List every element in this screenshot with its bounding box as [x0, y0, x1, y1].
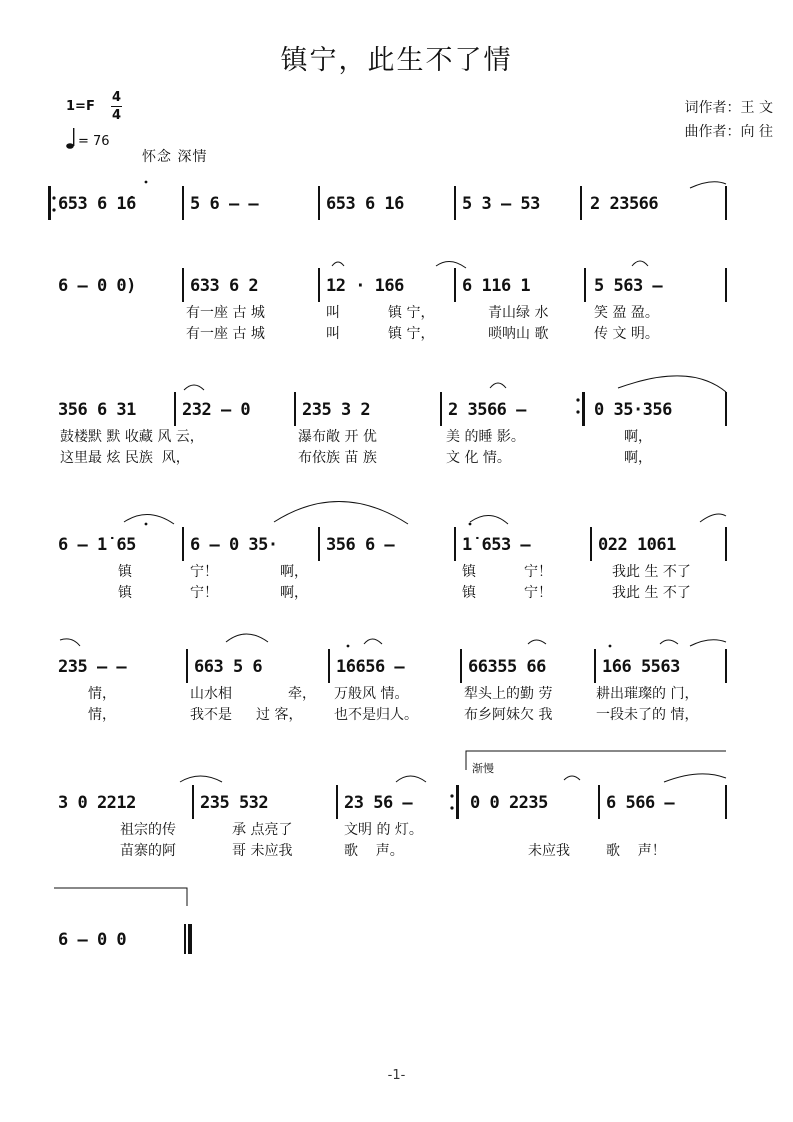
lyric-line-2: 布乡阿妹欠 我 — [464, 707, 553, 723]
lyric-line-1: 万般风 情。 — [334, 686, 409, 702]
lyric-line-1: 啊， — [280, 564, 308, 580]
measure-3-3: 235 3 2 — [302, 400, 371, 420]
tempo-marking: = 76 — [78, 134, 110, 149]
song-title: 镇宁，此生不了情 — [280, 45, 513, 76]
lyric-line-1: 宁！ — [190, 564, 218, 580]
lyric-line-2: 啊， — [624, 450, 652, 466]
lyric-line-1: 宁！ — [524, 564, 552, 580]
lyric-line-2: 歌 声。 — [344, 843, 404, 859]
lyric-line-2: 传 文 明。 — [594, 326, 659, 342]
measure-5-1: 235 – – — [58, 657, 127, 677]
lyric-line-1: 镇 宁， — [388, 305, 435, 321]
measure-3-4: 2 3566 – — [448, 400, 526, 420]
measure-4-4: 1̇ 653 – — [462, 535, 531, 555]
measure-6-1: 3 0 2212 — [58, 793, 136, 813]
lyric-line-2: 叫 — [326, 326, 340, 342]
measure-5-3: 1̇6656 – — [336, 657, 405, 677]
lyric-line-1: 叫 — [326, 305, 340, 321]
lyric-line-2: 哥 未应我 — [232, 843, 293, 859]
lyric-line-1: 笑 盈 盈。 — [594, 305, 659, 321]
lyric-line-1: 承 点亮了 — [232, 822, 293, 838]
lyric-line-2: 我不是 — [190, 707, 232, 723]
measure-6-4: 0 0 2235 — [470, 793, 548, 813]
lyric-line-1: 青山绿 水 — [488, 305, 549, 321]
lyric-line-2: 镇 — [118, 585, 132, 601]
lyric-line-2: 情， — [88, 707, 116, 723]
expression-marking: 怀念 深情 — [142, 149, 208, 165]
lyric-line-2: 未应我 — [528, 843, 570, 859]
lyric-line-1: 镇 — [462, 564, 476, 580]
measure-4-2: 6 – 0 35· — [190, 535, 278, 555]
lyric-line-2: 也不是归人。 — [334, 707, 418, 723]
measure-2-2: 633 6 2 — [190, 276, 259, 296]
page-number: -1- — [387, 1068, 406, 1083]
measure-4-1: 6 – 1̇ 65 — [58, 535, 136, 555]
lyric-line-2: 宁！ — [524, 585, 552, 601]
measure-5-2: 663 5 6 — [194, 657, 263, 677]
lyric-line-1: 鼓楼默 默 收藏 风 云， — [60, 429, 204, 445]
measure-3-5: 0 35·356 — [594, 400, 672, 420]
measure-3-1: 356 6 31 — [58, 400, 136, 420]
lyric-line-2: 宁！ — [190, 585, 218, 601]
lyric-line-2: 唢呐山 歌 — [488, 326, 549, 342]
lyric-line-1: 镇 — [118, 564, 132, 580]
lyric-line-2: 布依族 苗 族 — [298, 450, 377, 466]
measure-1-1: 653 6 1̇6 — [58, 194, 136, 214]
lyric-line-1: 犁头上的勤 劳 — [464, 686, 553, 702]
measure-2-5: 5 563 – — [594, 276, 663, 296]
measure-2-1: 6 – 0 0) — [58, 276, 136, 296]
time-signature-numerator: 4 — [112, 90, 122, 105]
lyric-line-2: 过 客， — [256, 707, 303, 723]
measure-3-2: 232 – 0 — [182, 400, 251, 420]
lyric-line-2: 镇 宁， — [388, 326, 435, 342]
measure-4-3: 356 6 – — [326, 535, 395, 555]
lyric-line-1: 牵， — [288, 686, 316, 702]
key-signature: 1=F — [66, 99, 95, 114]
lyric-line-2: 一段未了的 情， — [596, 707, 699, 723]
lyricist-credit: 词作者：王 文 — [684, 100, 773, 116]
lyric-line-1: 有一座 古 城 — [186, 305, 265, 321]
ritardando-marking: 渐慢 — [472, 762, 494, 775]
measure-5-4: 66355 66 — [468, 657, 546, 677]
lyric-line-1: 我此 生 不了 — [612, 564, 691, 580]
lyric-line-1: 山水相 — [190, 686, 232, 702]
measure-1-3: 653 6 1̇6 — [326, 194, 404, 214]
lyric-line-2: 啊， — [280, 585, 308, 601]
lyric-line-1: 文明 的 灯。 — [344, 822, 423, 838]
measure-1-5: 2 23566 — [590, 194, 659, 214]
lyric-line-1: 啊， — [624, 429, 652, 445]
time-signature-denominator: 4 — [112, 108, 122, 123]
lyric-line-2: 歌 声！ — [606, 843, 666, 859]
measure-7-1: 6 – 0 0 — [58, 930, 127, 950]
lyric-line-2: 有一座 古 城 — [186, 326, 265, 342]
measure-6-3: 23 56 – — [344, 793, 413, 813]
measure-1-4: 5 3 – 53 — [462, 194, 540, 214]
lyric-line-2: 这里最 炫 民族 风， — [60, 450, 190, 466]
lyric-line-1: 情， — [88, 686, 116, 702]
measure-1-2: 5 6 – – — [190, 194, 259, 214]
measure-6-5: 6 566 – — [606, 793, 675, 813]
lyric-line-2: 苗寨的阿 — [120, 843, 176, 859]
measure-5-5: 1̇66 5563 — [602, 657, 680, 677]
lyric-line-1: 耕出璀璨的 门， — [596, 686, 699, 702]
lyric-line-2: 我此 生 不了 — [612, 585, 691, 601]
lyric-line-1: 祖宗的传 — [120, 822, 176, 838]
lyric-line-1: 瀑布敞 开 优 — [298, 429, 377, 445]
lyric-line-2: 镇 — [462, 585, 476, 601]
lyric-line-1: 美 的睡 影。 — [446, 429, 525, 445]
measure-4-5: 022 1061 — [598, 535, 676, 555]
measure-2-4: 6 116 1 — [462, 276, 531, 296]
lyric-line-2: 文 化 情。 — [446, 450, 511, 466]
measure-6-2: 235 532 — [200, 793, 269, 813]
composer-credit: 曲作者：向 往 — [684, 124, 773, 140]
measure-2-3: 12 · 166 — [326, 276, 404, 296]
